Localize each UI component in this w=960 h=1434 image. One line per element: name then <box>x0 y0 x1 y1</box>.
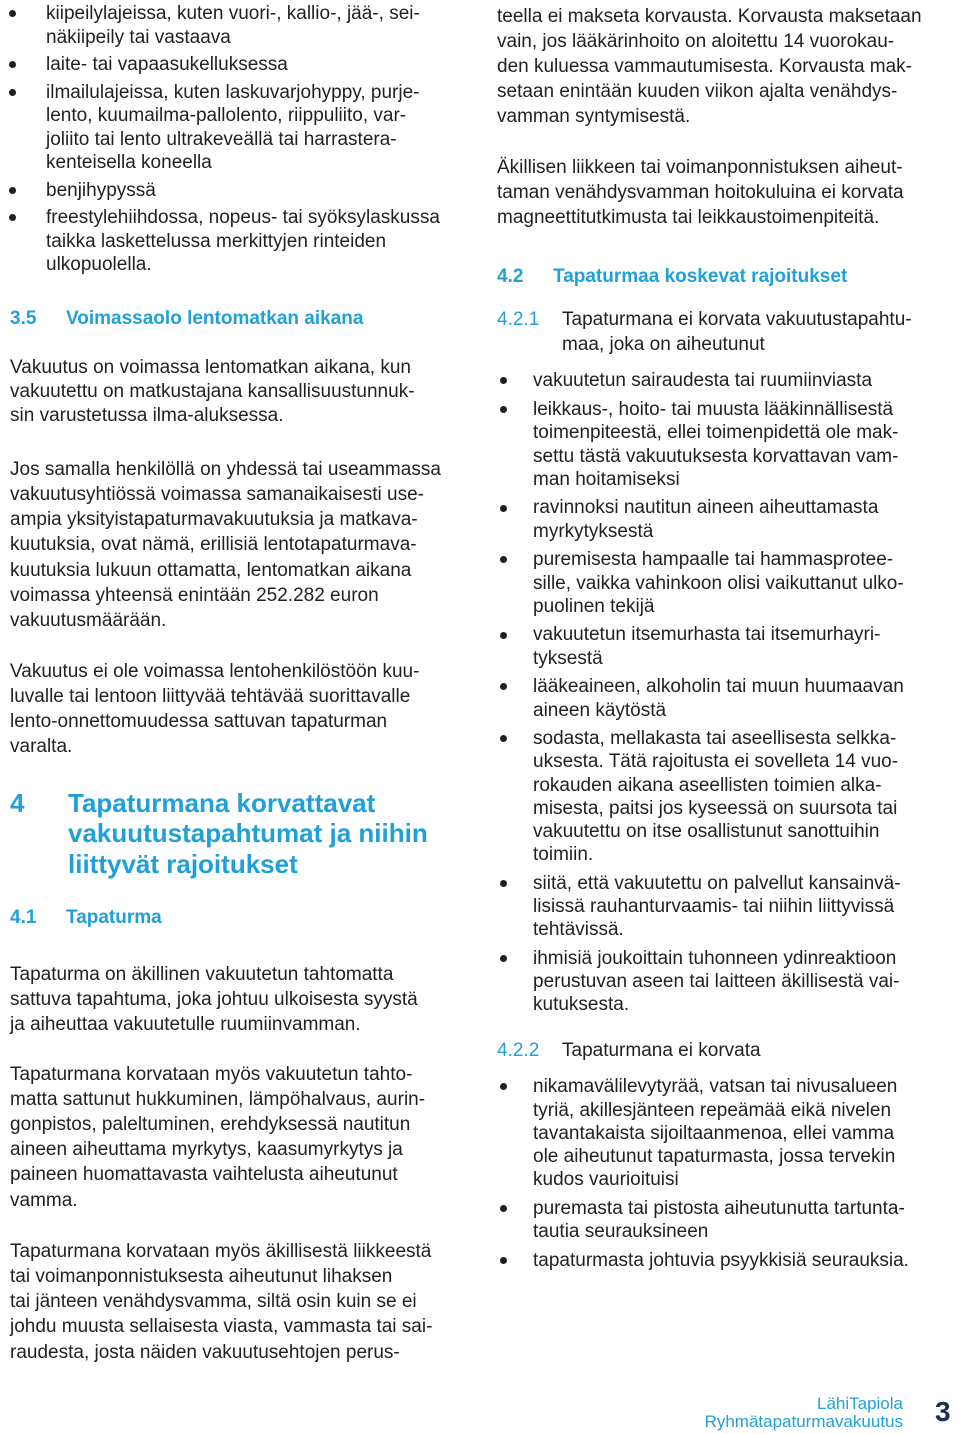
heading-line: maa, joka on aiheutunut <box>562 333 765 355</box>
section-title: Tapaturma <box>66 906 162 928</box>
heading-line: liittyvät rajoitukset <box>68 848 298 879</box>
bullet-item-text <box>533 675 952 721</box>
text-line: Tapaturmana korvataan myös vakuutetun tahto- <box>10 1063 413 1085</box>
text-line: ulkopuolella. <box>46 254 152 275</box>
text-line: uksesta. Tätä rajoitusta ei sovelleta 14 vuo- <box>533 751 899 773</box>
text-line: tai voimanponnistuksesta aiheutunut lihaksen <box>10 1265 393 1287</box>
text-line: benjihypyssä <box>46 179 156 201</box>
bullet-item-text <box>533 947 952 1017</box>
text-line: ampia yksityistapaturmavakuutuksia ja matkava- <box>10 509 418 531</box>
bullet-item-text <box>533 1197 952 1243</box>
text-line: vakuutetun itsemurhasta tai itsemurhayri- <box>533 624 881 646</box>
text-line: Tapaturmana korvataan myös äkillisestä liikkeestä <box>10 1240 432 1262</box>
text-line: vamma. <box>10 1189 78 1211</box>
bullet-item <box>10 53 482 77</box>
paragraph <box>10 457 482 634</box>
text-line: vakuutusmäärään. <box>10 610 167 632</box>
bullet-icon <box>500 1205 507 1212</box>
bullet-item <box>497 947 952 1017</box>
bullet-item-text <box>46 2 482 49</box>
paragraph <box>10 1062 482 1213</box>
paragraph <box>497 155 952 230</box>
bullet-icon <box>500 955 507 962</box>
text-line: sattuva tapahtuma, joka johtuu ulkoisesta syystä <box>10 988 418 1010</box>
text-line: kiipeilylajeissa, kuten vuori-, kallio-, jää-, sei- <box>46 3 420 24</box>
bullet-item <box>10 81 482 175</box>
text-line: rokauden aikana aseellisten toimien alka- <box>533 774 882 796</box>
text-line: setaan enintään kuuden viikon ajalta venähdys- <box>497 80 898 102</box>
text-line: leikkaus-, hoito- tai muusta lääkinnällisestä <box>533 399 894 421</box>
bullet-item-text <box>533 496 952 542</box>
bullet-icon <box>500 1083 507 1090</box>
bullet-icon <box>500 556 507 563</box>
text-line: varalta. <box>10 735 73 757</box>
text-line: Äkillisen liikkeen tai voimanponnistuksen aiheut- <box>497 156 903 178</box>
text-line: Tapaturma on äkillinen vakuutetun tahtomatta <box>10 963 394 985</box>
bullet-icon <box>9 214 16 221</box>
text-line: lääkeaineen, alkoholin tai muun huumaavan <box>533 676 904 698</box>
text-line: lento, kuumailma-pallolento, riippuliito, var- <box>46 105 407 126</box>
text-line: ja aiheuttaa vakuutetulle ruumiinvamman. <box>10 1013 361 1035</box>
section-heading-4-1 <box>10 905 482 930</box>
bullet-item-text <box>533 369 952 392</box>
text-line: tai jänteen venähdysvamma, siltä osin kuin se ei <box>10 1291 417 1312</box>
bullet-icon <box>500 505 507 512</box>
text-line: tautia seurauksineen <box>533 1221 709 1243</box>
bullet-item-text <box>46 179 482 203</box>
section-title: Voimassaolo lentomatkan aikana <box>66 307 364 329</box>
text-line: toimiin. <box>533 844 594 866</box>
page-number: 3 <box>935 1396 951 1427</box>
text-line: vakuutusyhtiössä voimassa samanaikaisesti use- <box>10 483 424 505</box>
text-line: laite- tai vapaasukelluksessa <box>46 54 288 75</box>
bullet-item-text <box>533 727 952 866</box>
text-line: kutuksesta. <box>533 994 630 1016</box>
bullet-item <box>497 872 952 942</box>
text-line: ravinnoksi nautitun aineen aiheuttamasta <box>533 497 879 519</box>
bullet-icon <box>9 89 16 96</box>
bullet-item <box>497 1197 952 1243</box>
text-line: nikamavälilevytyrää, vatsan tai nivusalueen <box>533 1076 898 1098</box>
text-line: man hoitamiseksi <box>533 468 680 490</box>
text-line: sin varustetussa ilma-aluksessa. <box>10 404 284 426</box>
text-line: vakuutettu on itse osallistunut sanottuihin <box>533 821 880 843</box>
bullet-item <box>497 1075 952 1191</box>
text-line: taikka laskettelussa merkittyjen rinteiden <box>46 230 387 252</box>
right-column <box>497 0 952 1380</box>
intro-bullet-list <box>10 2 482 277</box>
text-line: tapaturmasta johtuvia psyykkisiä seurauksia. <box>533 1249 909 1271</box>
text-line: kuutuksia, ovat nämä, erillisiä lentotapaturmava- <box>10 534 417 556</box>
text-line: voimassa yhteensä enintään 252.282 euron <box>10 584 379 606</box>
text-line: raudesta, josta näiden vakuutusehtojen perus- <box>10 1341 400 1363</box>
bullet-item <box>497 623 952 669</box>
bullet-item-text <box>46 53 482 77</box>
heading-line: vakuutustapahtumat ja niihin <box>68 818 428 848</box>
text-line: siitä, että vakuutettu on palvellut kansainvä- <box>533 872 901 894</box>
paragraph <box>10 659 482 759</box>
bullet-icon <box>500 880 507 887</box>
text-line: kuutuksia lukuun ottamatta, lentomatkan aikana <box>10 559 412 581</box>
bullet-icon <box>500 632 507 639</box>
text-line: aineen käytöstä <box>533 699 667 721</box>
bullet-item <box>10 2 482 49</box>
text-line: puremisesta hampaalle tai hammasprotee- <box>533 549 894 571</box>
bullet-item <box>497 496 952 542</box>
bullet-item <box>497 398 952 491</box>
heading-line: Tapaturmana ei korvata <box>562 1039 761 1061</box>
bullet-item-text <box>533 872 952 942</box>
text-line: lisissä rauhanturvaamis- tai niihin liittyvissä <box>533 896 895 918</box>
subsection-heading-4-2-2 <box>497 1038 952 1063</box>
paragraph <box>10 356 482 428</box>
text-line: sodasta, mellakasta tai aseellisesta selkka- <box>533 728 897 750</box>
text-line: Vakuutus on voimassa lentomatkan aikana, kun <box>10 356 411 378</box>
text-line: ilmailulajeissa, kuten laskuvarjohyppy, purje- <box>46 81 420 103</box>
bullet-item-text <box>533 398 952 491</box>
text-line: toimenpiteestä, ellei toimenpidettä ole mak- <box>533 422 899 444</box>
bullet-item-text <box>46 206 482 277</box>
section-number: 4.2 <box>497 265 524 287</box>
bullet-icon <box>500 1257 507 1264</box>
text-line: taman venähdysvamman hoitokuluina ei korvata <box>497 181 904 203</box>
paragraph <box>10 962 482 1037</box>
footer-brand: LähiTapiola <box>816 1394 903 1413</box>
text-line: den kuluessa vammautumisesta. Korvausta mak- <box>497 55 913 77</box>
text-line: tavantakaista sijoiltaanmenoa, ellei vamma <box>533 1122 895 1144</box>
text-line: puremasta tai pistosta aiheutunutta tartunta- <box>533 1197 905 1219</box>
bullet-icon <box>9 187 16 194</box>
section-number: 4.1 <box>10 906 37 928</box>
text-line: luvalle tai lentoon liittyvää tehtävää suorittavalle <box>10 685 411 707</box>
section-heading-4-2 <box>497 264 952 289</box>
bullet-icon <box>9 10 16 17</box>
text-line: tehtävissä. <box>533 919 624 941</box>
bullet-item-text <box>533 623 952 669</box>
section-title <box>562 1038 761 1063</box>
left-column <box>10 0 482 1380</box>
section-number: 4 <box>10 787 25 818</box>
paragraph <box>497 4 952 129</box>
subsection-heading-4-2-1 <box>497 307 952 357</box>
text-line: ihmisiä joukoittain tuhonneen ydinreaktioon <box>533 948 897 970</box>
bullet-item <box>10 206 482 277</box>
footer-product-name: Ryhmätapaturmavakuutus <box>704 1412 903 1431</box>
bullet-item <box>497 1249 952 1272</box>
text-line: matta sattunut hukkuminen, lämpöhalvaus, aurin- <box>10 1088 426 1110</box>
text-line: vamman syntymisestä. <box>497 105 691 127</box>
text-line: perustuvan aseen tai laitteen äkillisestä vai- <box>533 971 900 993</box>
text-line: settu tästä vakuutuksesta korvattavan vam- <box>533 445 899 467</box>
text-line: vain, jos lääkärinhoito on aloitettu 14 vuorokau- <box>497 30 895 52</box>
text-line: freestylehiihdossa, nopeus- tai syöksylaskussa <box>46 207 440 228</box>
not-covered-bullet-list <box>497 1075 952 1272</box>
bullet-item <box>497 369 952 392</box>
text-line: johdu muusta sellaisesta viasta, vammasta tai sai- <box>10 1316 433 1338</box>
text-line: vakuutettu on matkustajana kansallisuustunnuk- <box>10 380 415 402</box>
text-line: paineen huomattavasta vaihtelusta aiheutunut <box>10 1164 398 1186</box>
text-line: kudos vaurioituisi <box>533 1169 679 1191</box>
text-line: vakuutetun sairaudesta tai ruumiinviasta <box>533 370 873 392</box>
bullet-icon <box>500 735 507 742</box>
bullet-item-text <box>533 548 952 618</box>
text-line: sille, vaikka vahinkoon olisi vaikuttanut ulko- <box>533 572 904 594</box>
text-line: kenteisella koneella <box>46 152 212 173</box>
text-line: ole aiheutunut tapaturmasta, jossa tervekin <box>533 1146 896 1167</box>
bullet-item-text <box>533 1249 952 1272</box>
bullet-icon <box>500 683 507 690</box>
text-line: myrkytyksestä <box>533 520 654 542</box>
section-number: 4.2.1 <box>497 308 540 330</box>
text-line: teella ei makseta korvausta. Korvausta maksetaan <box>497 5 922 27</box>
bullet-item <box>497 675 952 721</box>
text-line: misesta, paitsi jos kyseessä on suursota tai <box>533 797 898 819</box>
text-line: puolinen tekijä <box>533 595 655 617</box>
bullet-item <box>497 548 952 618</box>
text-line: aineen aiheuttama myrkytys, kaasumyrkytys ja <box>10 1139 403 1161</box>
bullet-item <box>497 727 952 866</box>
section-title: Tapaturmaa koskevat rajoitukset <box>553 265 848 287</box>
text-line: tyriä, akillesjänteen repeämää eikä nivelen <box>533 1099 892 1121</box>
heading-line: Tapaturmana ei korvata vakuutustapahtu- <box>562 308 912 330</box>
text-line: Vakuutus ei ole voimassa lentohenkilöstöön kuu- <box>10 660 420 682</box>
bullet-item-text <box>46 81 482 175</box>
bullet-icon <box>9 61 16 68</box>
text-line: tyksestä <box>533 647 603 669</box>
heading-line: Tapaturmana korvattavat <box>68 787 376 818</box>
section-title <box>68 788 428 880</box>
section-number: 3.5 <box>10 307 37 329</box>
section-title <box>562 307 912 357</box>
text-line: lento-onnettomuudessa sattuvan tapaturman <box>10 710 388 732</box>
paragraph <box>10 1239 482 1365</box>
bullet-item <box>10 179 482 203</box>
text-line: gonpistos, paleltuminen, erehdyksessä nautitun <box>10 1113 411 1135</box>
bullet-item-text <box>533 1075 952 1191</box>
chapter-heading-4 <box>10 788 482 880</box>
text-line: joliito tai lento ultrakeveällä tai harrastera- <box>46 128 397 150</box>
text-line: magneettitutkimusta tai leikkaustoimenpiteitä. <box>497 206 880 228</box>
section-heading-3-5 <box>10 306 482 331</box>
bullet-icon <box>500 377 507 384</box>
text-line: Jos samalla henkilöllä on yhdessä tai useammassa <box>10 458 441 480</box>
bullet-icon <box>500 406 507 413</box>
section-number: 4.2.2 <box>497 1039 540 1061</box>
text-line: näkiipeily tai vastaava <box>46 26 231 48</box>
exclusion-bullet-list <box>497 369 952 1016</box>
